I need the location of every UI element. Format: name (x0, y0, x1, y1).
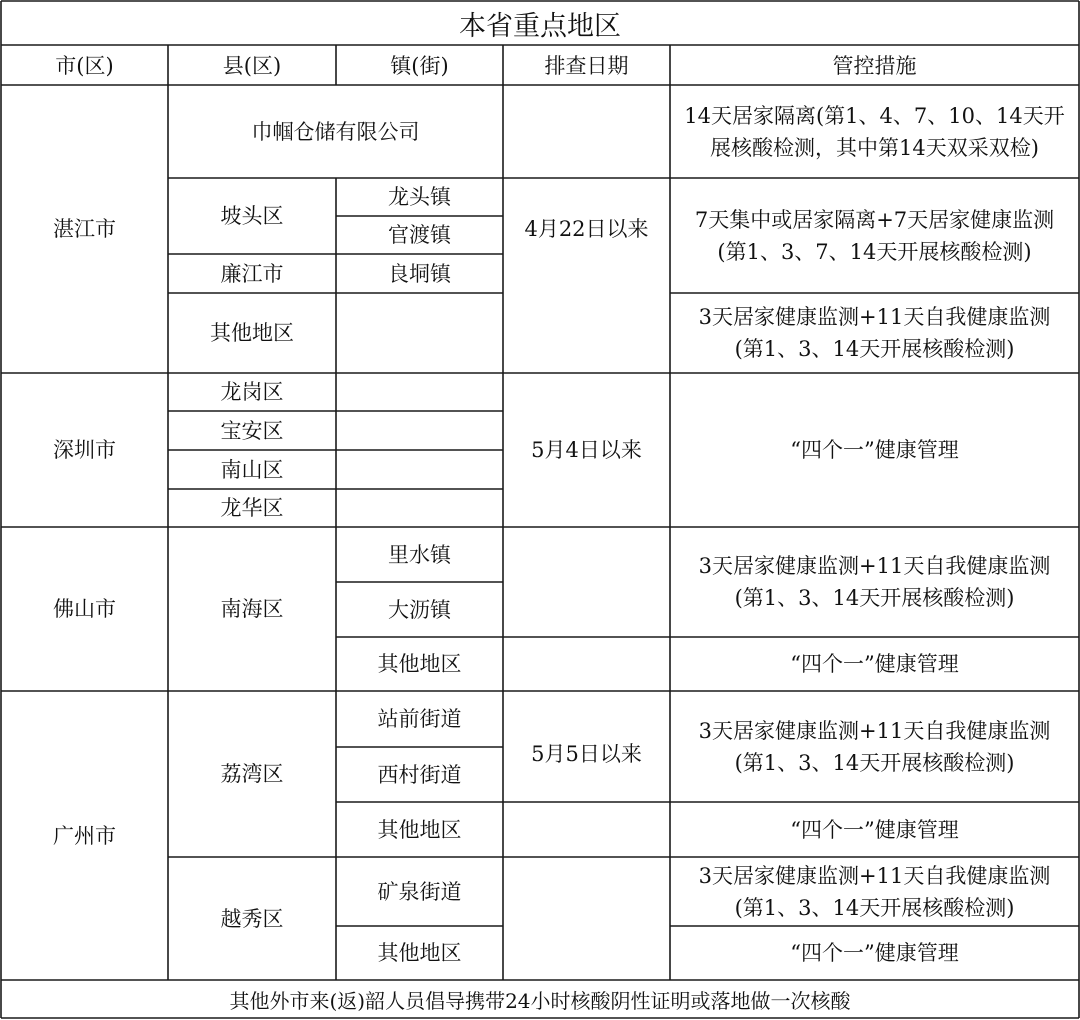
town-other-liwan: 其他地区 (377, 817, 462, 842)
county-yuexiu: 越秀区 (220, 906, 284, 931)
town-longtou: 龙头镇 (388, 185, 451, 209)
measure-shenzhen: “四个一”健康管理 (790, 438, 959, 462)
town-lianggong: 良垌镇 (388, 261, 451, 286)
measure-line: 7天集中或居家隔离+7天居家健康监测 (694, 207, 1055, 232)
town-kuangquan: 矿泉街道 (377, 879, 462, 904)
measure-line: 3天居家健康监测+11天自我健康监测 (698, 863, 1051, 888)
footer-note: 其他外市来(返)韶人员倡导携带24小时核酸阴性证明或落地做一次核酸 (229, 988, 851, 1013)
town-lishui: 里水镇 (388, 542, 451, 567)
town-other-yuexiu: 其他地区 (377, 941, 462, 965)
table-title: 本省重点地区 (459, 10, 621, 42)
city-guangzhou: 广州市 (53, 823, 116, 848)
county-liwan: 荔湾区 (220, 762, 284, 786)
measure-line: 3天居家健康监测+11天自我健康监测 (698, 305, 1051, 329)
measure-foshan (670, 527, 1079, 637)
county-baoan: 宝安区 (220, 418, 284, 443)
measure-line: 3天居家健康监测+11天自我健康监测 (698, 718, 1051, 743)
town-guandu: 官渡镇 (388, 223, 451, 247)
header-county: 县(区) (222, 54, 282, 78)
header-measures: 管控措施 (832, 54, 917, 78)
town-other-foshan: 其他地区 (377, 652, 462, 676)
measure-line: (第1、3、14天开展核酸检测) (734, 750, 1015, 775)
town-dali: 大沥镇 (388, 597, 451, 622)
measure-line: 3天居家健康监测+11天自我健康监测 (698, 554, 1051, 578)
measure-line: 14天居家隔离(第1、4、7、10、14天开 (684, 103, 1065, 128)
city-foshan: 佛山市 (53, 597, 116, 621)
county-other-zhanjiang: 其他地区 (210, 321, 294, 345)
measure-guangzhou-2-other: “四个一”健康管理 (790, 941, 959, 965)
header-town: 镇(街) (390, 54, 449, 78)
county-longgang: 龙岗区 (220, 380, 284, 404)
measure-zhanjiang-2 (670, 178, 1079, 293)
town-xicun: 西村街道 (377, 762, 462, 787)
measure-line: 展核酸检测，其中第14天双采双检) (710, 135, 1039, 160)
county-longhua: 龙华区 (220, 496, 284, 520)
measure-guangzhou-1-other: “四个一”健康管理 (790, 817, 959, 842)
header-date: 排查日期 (544, 54, 629, 78)
header-city: 市(区) (55, 54, 114, 78)
date-zhanjiang: 4月22日以来 (524, 217, 649, 241)
county-nanshan: 南山区 (220, 457, 284, 482)
city-shenzhen: 深圳市 (53, 438, 116, 462)
place-company: 巾帼仓储有限公司 (251, 119, 420, 144)
town-zhanqian: 站前街道 (377, 707, 462, 731)
measure-line: (第1、3、14天开展核酸检测) (734, 337, 1015, 361)
city-zhanjiang: 湛江市 (53, 217, 116, 241)
measure-foshan-other: “四个一”健康管理 (790, 652, 959, 676)
measure-zhanjiang-3 (670, 293, 1079, 373)
measure-zhanjiang-1 (670, 85, 1079, 178)
date-shenzhen: 5月4日以来 (531, 438, 642, 462)
measure-line: (第1、3、7、14天开展核酸检测) (717, 239, 1032, 264)
date-foshan-guangzhou: 5月5日以来 (531, 741, 642, 766)
county-potou: 坡头区 (220, 204, 284, 228)
measure-guangzhou-1 (670, 691, 1079, 802)
county-nanhai: 南海区 (220, 597, 284, 621)
county-lianjiang: 廉江市 (220, 261, 284, 286)
measure-guangzhou-2 (670, 857, 1079, 926)
measure-line: (第1、3、14天开展核酸检测) (734, 586, 1015, 610)
measure-line: (第1、3、14天开展核酸检测) (734, 895, 1015, 920)
